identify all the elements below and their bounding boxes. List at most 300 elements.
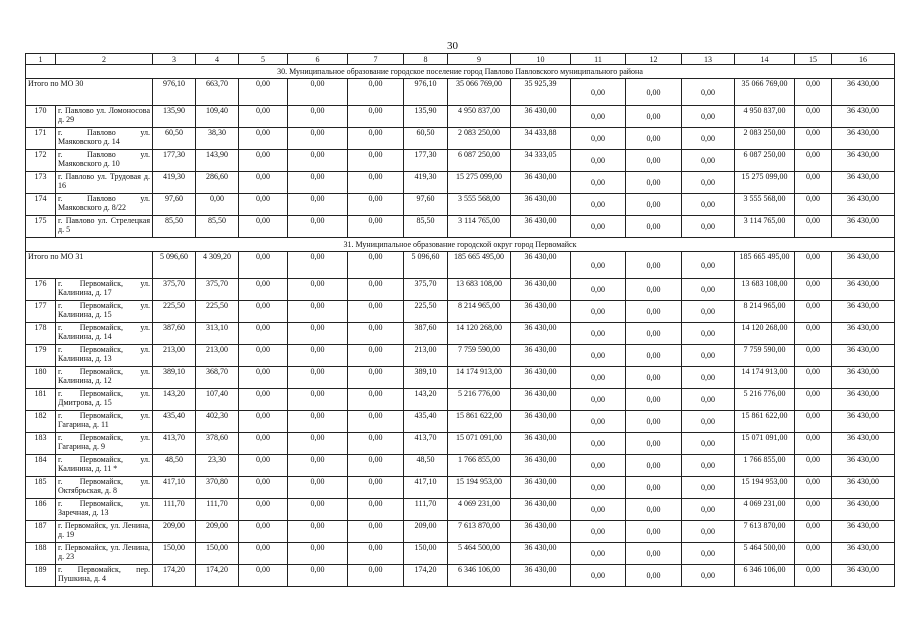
value-cell-col-5: 0,00	[239, 543, 288, 565]
value-cell-col-6: 0,00	[288, 172, 348, 194]
value-cell-col-7: 0,00	[348, 216, 404, 238]
value-cell-col-11: 0,00	[571, 367, 626, 389]
address-cell: г. Первомайск, ул. Ленина, д. 19	[56, 521, 153, 543]
total-cell-col-7: 0,00	[348, 79, 404, 106]
column-number: 5	[239, 54, 288, 65]
value-cell-col-16: 36 430,00	[832, 172, 895, 194]
value-cell-col-15: 0,00	[795, 455, 832, 477]
column-number: 16	[832, 54, 895, 65]
value-cell-col-13: 0,00	[682, 172, 735, 194]
section-total-row	[26, 79, 895, 106]
value-cell-col-5: 0,00	[239, 150, 288, 172]
value-cell-col-11: 0,00	[571, 106, 626, 128]
value-cell-col-10: 36 430,00	[511, 216, 571, 238]
table-row	[26, 172, 895, 194]
column-number: 3	[153, 54, 196, 65]
address-cell: г. Первомайск, ул. Калинина, д. 11 *	[56, 455, 153, 477]
value-cell-col-11: 0,00	[571, 128, 626, 150]
value-cell-col-15: 0,00	[795, 499, 832, 521]
value-cell-col-5: 0,00	[239, 128, 288, 150]
value-cell-col-14: 7 613 870,00	[735, 521, 795, 543]
value-cell-col-13: 0,00	[682, 455, 735, 477]
value-cell-col-10: 36 430,00	[511, 499, 571, 521]
value-cell-col-9: 5 464 500,00	[448, 543, 511, 565]
total-cell-col-5: 0,00	[239, 79, 288, 106]
value-cell-col-10: 36 430,00	[511, 389, 571, 411]
value-cell-col-7: 0,00	[348, 172, 404, 194]
value-cell-col-14: 5 464 500,00	[735, 543, 795, 565]
table-row	[26, 433, 895, 455]
row-number: 174	[26, 194, 56, 216]
row-number: 171	[26, 128, 56, 150]
row-number: 186	[26, 499, 56, 521]
table-row	[26, 216, 895, 238]
total-cell-col-16: 36 430,00	[832, 79, 895, 106]
value-cell-col-8: 435,40	[404, 411, 448, 433]
value-cell-col-8: 85,50	[404, 216, 448, 238]
value-cell-col-8: 213,00	[404, 345, 448, 367]
total-cell-col-14: 185 665 495,00	[735, 252, 795, 279]
total-cell-col-11: 0,00	[571, 79, 626, 106]
value-cell-col-12: 0,00	[626, 455, 682, 477]
value-cell-col-15: 0,00	[795, 521, 832, 543]
value-cell-col-11: 0,00	[571, 194, 626, 216]
value-cell-col-16: 36 430,00	[832, 194, 895, 216]
value-cell-col-8: 177,30	[404, 150, 448, 172]
total-cell-col-16: 36 430,00	[832, 252, 895, 279]
total-cell-col-12: 0,00	[626, 79, 682, 106]
value-cell-col-5: 0,00	[239, 389, 288, 411]
value-cell-col-13: 0,00	[682, 301, 735, 323]
value-cell-col-3: 150,00	[153, 543, 196, 565]
value-cell-col-10: 36 430,00	[511, 194, 571, 216]
value-cell-col-5: 0,00	[239, 301, 288, 323]
table-row	[26, 411, 895, 433]
value-cell-col-12: 0,00	[626, 499, 682, 521]
value-cell-col-7: 0,00	[348, 150, 404, 172]
section-title: 30. Муниципальное образование городское поселение город Павлово Павловского муниципального района	[26, 65, 895, 79]
value-cell-col-6: 0,00	[288, 543, 348, 565]
column-number: 14	[735, 54, 795, 65]
value-cell-col-14: 4 950 837,00	[735, 106, 795, 128]
value-cell-col-9: 8 214 965,00	[448, 301, 511, 323]
total-cell-col-15: 0,00	[795, 79, 832, 106]
value-cell-col-13: 0,00	[682, 150, 735, 172]
table-row	[26, 128, 895, 150]
value-cell-col-5: 0,00	[239, 565, 288, 587]
value-cell-col-15: 0,00	[795, 565, 832, 587]
value-cell-col-5: 0,00	[239, 477, 288, 499]
total-cell-col-13: 0,00	[682, 79, 735, 106]
value-cell-col-3: 135,90	[153, 106, 196, 128]
value-cell-col-13: 0,00	[682, 194, 735, 216]
value-cell-col-16: 36 430,00	[832, 301, 895, 323]
value-cell-col-14: 15 275 099,00	[735, 172, 795, 194]
value-cell-col-9: 4 069 231,00	[448, 499, 511, 521]
value-cell-col-15: 0,00	[795, 433, 832, 455]
value-cell-col-13: 0,00	[682, 323, 735, 345]
value-cell-col-3: 111,70	[153, 499, 196, 521]
value-cell-col-3: 419,30	[153, 172, 196, 194]
value-cell-col-15: 0,00	[795, 411, 832, 433]
value-cell-col-8: 135,90	[404, 106, 448, 128]
value-cell-col-6: 0,00	[288, 216, 348, 238]
value-cell-col-7: 0,00	[348, 367, 404, 389]
value-cell-col-6: 0,00	[288, 150, 348, 172]
value-cell-col-4: 213,00	[196, 345, 239, 367]
address-cell: г. Первомайск, ул. Дмитрова, д. 15	[56, 389, 153, 411]
value-cell-col-4: 174,20	[196, 565, 239, 587]
value-cell-col-6: 0,00	[288, 323, 348, 345]
value-cell-col-16: 36 430,00	[832, 279, 895, 301]
address-cell: г. Первомайск, ул. Ленина, д. 23	[56, 543, 153, 565]
value-cell-col-10: 36 430,00	[511, 323, 571, 345]
section-title: 31. Муниципальное образование городской округ город Первомайск	[26, 238, 895, 252]
value-cell-col-7: 0,00	[348, 389, 404, 411]
address-cell: г. Первомайск, ул. Калинина, д. 14	[56, 323, 153, 345]
value-cell-col-9: 1 766 855,00	[448, 455, 511, 477]
value-cell-col-12: 0,00	[626, 106, 682, 128]
value-cell-col-12: 0,00	[626, 411, 682, 433]
value-cell-col-12: 0,00	[626, 389, 682, 411]
section-title-row	[26, 65, 895, 79]
value-cell-col-8: 389,10	[404, 367, 448, 389]
value-cell-col-9: 4 950 837,00	[448, 106, 511, 128]
value-cell-col-7: 0,00	[348, 543, 404, 565]
value-cell-col-16: 36 430,00	[832, 499, 895, 521]
value-cell-col-8: 143,20	[404, 389, 448, 411]
value-cell-col-12: 0,00	[626, 367, 682, 389]
value-cell-col-9: 3 114 765,00	[448, 216, 511, 238]
total-cell-col-12: 0,00	[626, 252, 682, 279]
value-cell-col-3: 85,50	[153, 216, 196, 238]
value-cell-col-9: 6 087 250,00	[448, 150, 511, 172]
value-cell-col-15: 0,00	[795, 367, 832, 389]
value-cell-col-7: 0,00	[348, 477, 404, 499]
row-number: 181	[26, 389, 56, 411]
value-cell-col-6: 0,00	[288, 279, 348, 301]
value-cell-col-11: 0,00	[571, 455, 626, 477]
value-cell-col-13: 0,00	[682, 128, 735, 150]
value-cell-col-8: 174,20	[404, 565, 448, 587]
address-cell: г. Первомайск, пер. Пушкина, д. 4	[56, 565, 153, 587]
address-cell: г. Первомайск, ул. Калинина, д. 17	[56, 279, 153, 301]
value-cell-col-10: 36 430,00	[511, 279, 571, 301]
column-number: 9	[448, 54, 511, 65]
value-cell-col-14: 15 071 091,00	[735, 433, 795, 455]
table-row	[26, 367, 895, 389]
value-cell-col-11: 0,00	[571, 345, 626, 367]
column-number: 15	[795, 54, 832, 65]
value-cell-col-5: 0,00	[239, 499, 288, 521]
total-cell-col-14: 35 066 769,00	[735, 79, 795, 106]
column-number: 13	[682, 54, 735, 65]
value-cell-col-4: 0,00	[196, 194, 239, 216]
value-cell-col-4: 38,30	[196, 128, 239, 150]
column-number: 10	[511, 54, 571, 65]
table-row	[26, 455, 895, 477]
value-cell-col-15: 0,00	[795, 279, 832, 301]
value-cell-col-10: 36 430,00	[511, 172, 571, 194]
value-cell-col-8: 111,70	[404, 499, 448, 521]
table-row	[26, 323, 895, 345]
value-cell-col-6: 0,00	[288, 411, 348, 433]
value-cell-col-4: 225,50	[196, 301, 239, 323]
value-cell-col-12: 0,00	[626, 172, 682, 194]
total-label: Итого по МО 31	[26, 252, 153, 279]
total-label: Итого по МО 30	[26, 79, 153, 106]
value-cell-col-16: 36 430,00	[832, 477, 895, 499]
value-cell-col-7: 0,00	[348, 433, 404, 455]
value-cell-col-11: 0,00	[571, 411, 626, 433]
value-cell-col-13: 0,00	[682, 521, 735, 543]
column-number: 2	[56, 54, 153, 65]
value-cell-col-4: 375,70	[196, 279, 239, 301]
value-cell-col-9: 6 346 106,00	[448, 565, 511, 587]
value-cell-col-16: 36 430,00	[832, 433, 895, 455]
value-cell-col-14: 5 216 776,00	[735, 389, 795, 411]
value-cell-col-6: 0,00	[288, 521, 348, 543]
column-number: 6	[288, 54, 348, 65]
value-cell-col-8: 48,50	[404, 455, 448, 477]
value-cell-col-13: 0,00	[682, 477, 735, 499]
value-cell-col-13: 0,00	[682, 106, 735, 128]
value-cell-col-6: 0,00	[288, 499, 348, 521]
row-number: 176	[26, 279, 56, 301]
table-row	[26, 389, 895, 411]
value-cell-col-12: 0,00	[626, 433, 682, 455]
table-row	[26, 521, 895, 543]
value-cell-col-8: 225,50	[404, 301, 448, 323]
value-cell-col-14: 4 069 231,00	[735, 499, 795, 521]
table-row	[26, 477, 895, 499]
value-cell-col-9: 7 759 590,00	[448, 345, 511, 367]
value-cell-col-11: 0,00	[571, 216, 626, 238]
value-cell-col-11: 0,00	[571, 477, 626, 499]
column-number: 12	[626, 54, 682, 65]
column-number: 7	[348, 54, 404, 65]
value-cell-col-9: 14 174 913,00	[448, 367, 511, 389]
value-cell-col-6: 0,00	[288, 345, 348, 367]
value-cell-col-14: 15 861 622,00	[735, 411, 795, 433]
row-number: 189	[26, 565, 56, 587]
value-cell-col-8: 387,60	[404, 323, 448, 345]
value-cell-col-15: 0,00	[795, 172, 832, 194]
value-cell-col-15: 0,00	[795, 389, 832, 411]
value-cell-col-5: 0,00	[239, 345, 288, 367]
value-cell-col-9: 5 216 776,00	[448, 389, 511, 411]
value-cell-col-16: 36 430,00	[832, 323, 895, 345]
table-row	[26, 194, 895, 216]
address-cell: г. Первомайск, ул. Октябрьская, д. 8	[56, 477, 153, 499]
address-cell: г. Павлово ул. Ломоносова д. 29	[56, 106, 153, 128]
value-cell-col-7: 0,00	[348, 279, 404, 301]
value-cell-col-12: 0,00	[626, 301, 682, 323]
value-cell-col-8: 413,70	[404, 433, 448, 455]
value-cell-col-10: 36 430,00	[511, 367, 571, 389]
value-cell-col-12: 0,00	[626, 323, 682, 345]
total-cell-col-9: 35 066 769,00	[448, 79, 511, 106]
value-cell-col-3: 209,00	[153, 521, 196, 543]
value-cell-col-8: 150,00	[404, 543, 448, 565]
value-cell-col-13: 0,00	[682, 565, 735, 587]
value-cell-col-6: 0,00	[288, 367, 348, 389]
column-number: 8	[404, 54, 448, 65]
address-cell: г. Павлово ул. Стрелецкая д. 5	[56, 216, 153, 238]
value-cell-col-3: 389,10	[153, 367, 196, 389]
value-cell-col-13: 0,00	[682, 345, 735, 367]
row-number: 175	[26, 216, 56, 238]
value-cell-col-5: 0,00	[239, 323, 288, 345]
value-cell-col-6: 0,00	[288, 433, 348, 455]
total-cell-col-4: 4 309,20	[196, 252, 239, 279]
value-cell-col-15: 0,00	[795, 477, 832, 499]
value-cell-col-5: 0,00	[239, 216, 288, 238]
value-cell-col-3: 417,10	[153, 477, 196, 499]
value-cell-col-11: 0,00	[571, 279, 626, 301]
address-cell: г. Павлово ул. Трудовая д. 16	[56, 172, 153, 194]
value-cell-col-4: 85,50	[196, 216, 239, 238]
value-cell-col-7: 0,00	[348, 128, 404, 150]
row-number: 178	[26, 323, 56, 345]
value-cell-col-11: 0,00	[571, 521, 626, 543]
total-cell-col-4: 663,70	[196, 79, 239, 106]
value-cell-col-14: 15 194 953,00	[735, 477, 795, 499]
page-number: 30	[447, 40, 458, 52]
value-cell-col-12: 0,00	[626, 345, 682, 367]
value-cell-col-5: 0,00	[239, 411, 288, 433]
value-cell-col-10: 36 430,00	[511, 543, 571, 565]
value-cell-col-9: 2 083 250,00	[448, 128, 511, 150]
value-cell-col-4: 150,00	[196, 543, 239, 565]
value-cell-col-4: 313,10	[196, 323, 239, 345]
housing-program-table	[25, 53, 895, 587]
value-cell-col-7: 0,00	[348, 106, 404, 128]
value-cell-col-4: 23,30	[196, 455, 239, 477]
value-cell-col-14: 8 214 965,00	[735, 301, 795, 323]
value-cell-col-10: 36 430,00	[511, 433, 571, 455]
value-cell-col-10: 36 430,00	[511, 411, 571, 433]
table-row	[26, 499, 895, 521]
value-cell-col-8: 375,70	[404, 279, 448, 301]
value-cell-col-13: 0,00	[682, 543, 735, 565]
value-cell-col-15: 0,00	[795, 128, 832, 150]
value-cell-col-6: 0,00	[288, 301, 348, 323]
value-cell-col-16: 36 430,00	[832, 128, 895, 150]
value-cell-col-3: 435,40	[153, 411, 196, 433]
value-cell-col-5: 0,00	[239, 279, 288, 301]
value-cell-col-6: 0,00	[288, 389, 348, 411]
value-cell-col-10: 36 430,00	[511, 477, 571, 499]
value-cell-col-10: 36 430,00	[511, 565, 571, 587]
value-cell-col-16: 36 430,00	[832, 345, 895, 367]
value-cell-col-4: 286,60	[196, 172, 239, 194]
value-cell-col-10: 36 430,00	[511, 301, 571, 323]
row-number: 188	[26, 543, 56, 565]
value-cell-col-4: 378,60	[196, 433, 239, 455]
value-cell-col-5: 0,00	[239, 455, 288, 477]
table-row	[26, 345, 895, 367]
value-cell-col-5: 0,00	[239, 521, 288, 543]
value-cell-col-6: 0,00	[288, 194, 348, 216]
value-cell-col-8: 419,30	[404, 172, 448, 194]
table-row	[26, 106, 895, 128]
value-cell-col-10: 36 430,00	[511, 521, 571, 543]
value-cell-col-16: 36 430,00	[832, 150, 895, 172]
value-cell-col-16: 36 430,00	[832, 216, 895, 238]
total-cell-col-3: 976,10	[153, 79, 196, 106]
column-number-row	[26, 54, 895, 65]
address-cell: г. Павлово ул. Маяковского д. 14	[56, 128, 153, 150]
address-cell: г. Первомайск, ул. Гагарина, д. 11	[56, 411, 153, 433]
value-cell-col-9: 15 194 953,00	[448, 477, 511, 499]
value-cell-col-4: 109,40	[196, 106, 239, 128]
value-cell-col-12: 0,00	[626, 477, 682, 499]
table-row	[26, 565, 895, 587]
value-cell-col-16: 36 430,00	[832, 367, 895, 389]
value-cell-col-3: 174,20	[153, 565, 196, 587]
value-cell-col-3: 97,60	[153, 194, 196, 216]
value-cell-col-3: 177,30	[153, 150, 196, 172]
value-cell-col-16: 36 430,00	[832, 455, 895, 477]
total-cell-col-8: 976,10	[404, 79, 448, 106]
value-cell-col-4: 143,90	[196, 150, 239, 172]
column-number: 11	[571, 54, 626, 65]
value-cell-col-3: 213,00	[153, 345, 196, 367]
total-cell-col-9: 185 665 495,00	[448, 252, 511, 279]
value-cell-col-7: 0,00	[348, 323, 404, 345]
value-cell-col-12: 0,00	[626, 216, 682, 238]
value-cell-col-9: 15 071 091,00	[448, 433, 511, 455]
value-cell-col-13: 0,00	[682, 216, 735, 238]
row-number: 182	[26, 411, 56, 433]
value-cell-col-11: 0,00	[571, 301, 626, 323]
value-cell-col-3: 143,20	[153, 389, 196, 411]
address-cell: г. Павлово ул. Маяковского д. 10	[56, 150, 153, 172]
total-cell-col-11: 0,00	[571, 252, 626, 279]
value-cell-col-15: 0,00	[795, 106, 832, 128]
value-cell-col-7: 0,00	[348, 194, 404, 216]
total-cell-col-13: 0,00	[682, 252, 735, 279]
value-cell-col-14: 14 120 268,00	[735, 323, 795, 345]
value-cell-col-7: 0,00	[348, 301, 404, 323]
value-cell-col-11: 0,00	[571, 433, 626, 455]
table-row	[26, 150, 895, 172]
value-cell-col-15: 0,00	[795, 150, 832, 172]
value-cell-col-13: 0,00	[682, 389, 735, 411]
total-cell-col-8: 5 096,60	[404, 252, 448, 279]
value-cell-col-12: 0,00	[626, 543, 682, 565]
value-cell-col-7: 0,00	[348, 455, 404, 477]
value-cell-col-8: 417,10	[404, 477, 448, 499]
value-cell-col-10: 34 433,88	[511, 128, 571, 150]
value-cell-col-5: 0,00	[239, 367, 288, 389]
value-cell-col-16: 36 430,00	[832, 389, 895, 411]
total-cell-col-7: 0,00	[348, 252, 404, 279]
value-cell-col-8: 209,00	[404, 521, 448, 543]
value-cell-col-14: 13 683 108,00	[735, 279, 795, 301]
value-cell-col-11: 0,00	[571, 565, 626, 587]
value-cell-col-3: 48,50	[153, 455, 196, 477]
value-cell-col-9: 13 683 108,00	[448, 279, 511, 301]
value-cell-col-9: 15 861 622,00	[448, 411, 511, 433]
value-cell-col-6: 0,00	[288, 455, 348, 477]
value-cell-col-6: 0,00	[288, 477, 348, 499]
value-cell-col-9: 15 275 099,00	[448, 172, 511, 194]
value-cell-col-7: 0,00	[348, 499, 404, 521]
value-cell-col-12: 0,00	[626, 565, 682, 587]
row-number: 185	[26, 477, 56, 499]
